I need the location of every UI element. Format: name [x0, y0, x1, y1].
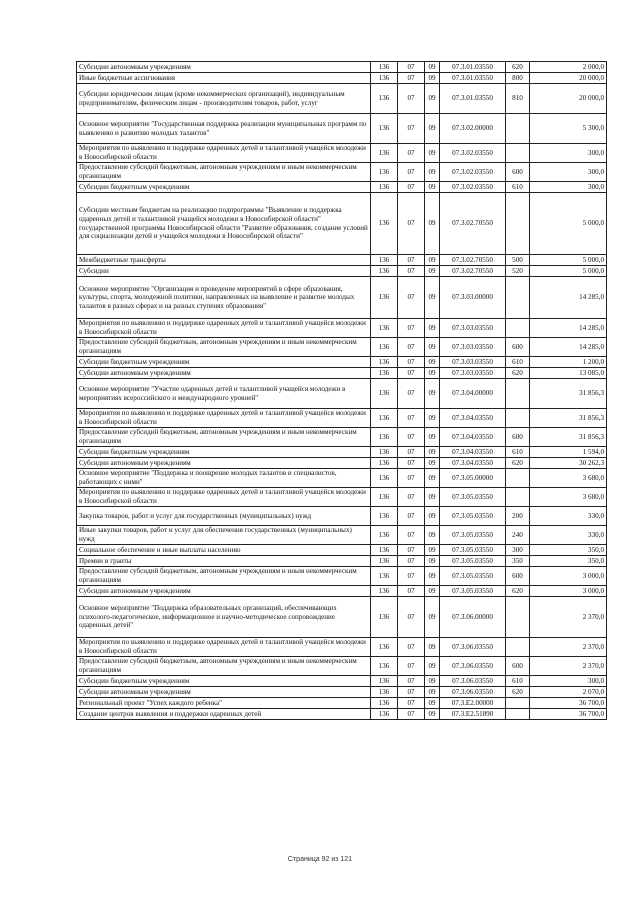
row-sum: 300,0 — [530, 144, 607, 163]
row-name: Предоставление субсидий бюджетным, автономным учреждениям и иным некоммерческим организациям — [77, 567, 371, 586]
row-csr: 07.3.E2.00000 — [440, 698, 506, 709]
row-sum: 330,0 — [530, 507, 607, 526]
row-rz: 07 — [398, 277, 425, 319]
row-pr: 09 — [425, 698, 440, 709]
row-sum: 2 070,0 — [530, 687, 607, 698]
row-pr: 09 — [425, 62, 440, 73]
row-pr: 09 — [425, 507, 440, 526]
row-name: Субсидии местным бюджетам на реализацию подпрограммы "Выявление и поддержка одаренных детей и талантливой учащейся молодежи в Новосибирской области" государственной программы Новосибирской области "Развитие образования, создание условий для социализации детей и учащейся молодежи в Новосибирской области" — [77, 193, 371, 255]
row-pr: 09 — [425, 709, 440, 720]
table-row — [77, 447, 607, 458]
row-pr: 09 — [425, 556, 440, 567]
row-rz: 07 — [398, 357, 425, 368]
row-name: Субсидии автономным учреждениям — [77, 458, 371, 469]
row-vr — [506, 144, 530, 163]
row-rz: 07 — [398, 319, 425, 338]
row-rz: 07 — [398, 597, 425, 638]
row-sum: 30 262,3 — [530, 458, 607, 469]
row-csr: 07.3.E2.51890 — [440, 709, 506, 720]
row-name: Мероприятия по выявлению и поддержке одаренных детей и талантливой учащейся молодежи в Новосибирской области — [77, 638, 371, 657]
row-csr: 07.3.02.70550 — [440, 255, 506, 266]
row-name: Предоставление субсидий бюджетным, автономным учреждениям и иным некоммерческим организациям — [77, 657, 371, 676]
row-name: Основное мероприятие "Организация и проведение мероприятий в сфере образования, культуры, спорта, молодежной политики, направленных на выявление и развитие молодых талантов в разных сферах и на разных ступенях образования" — [77, 277, 371, 319]
table-row — [77, 319, 607, 338]
row-ved: 136 — [371, 687, 398, 698]
row-rz: 07 — [398, 379, 425, 409]
row-sum: 2 370,0 — [530, 597, 607, 638]
row-ved: 136 — [371, 488, 398, 507]
row-sum: 330,0 — [530, 526, 607, 545]
row-csr: 07.3.01.03550 — [440, 62, 506, 73]
row-sum: 2 000,0 — [530, 62, 607, 73]
row-name: Субсидии бюджетным учреждениям — [77, 447, 371, 458]
table-row — [77, 488, 607, 507]
row-name: Предоставление субсидий бюджетным, автономным учреждениям и иным некоммерческим организациям — [77, 163, 371, 182]
row-pr: 09 — [425, 338, 440, 357]
row-csr: 07.3.04.03550 — [440, 409, 506, 428]
row-ved: 136 — [371, 428, 398, 447]
row-vr — [506, 379, 530, 409]
table-row — [77, 277, 607, 319]
row-sum: 31 856,3 — [530, 379, 607, 409]
row-vr: 200 — [506, 507, 530, 526]
row-vr — [506, 638, 530, 657]
row-vr — [506, 277, 530, 319]
row-vr: 610 — [506, 357, 530, 368]
row-vr — [506, 698, 530, 709]
row-ved: 136 — [371, 73, 398, 84]
row-vr: 610 — [506, 676, 530, 687]
row-csr: 07.3.06.00000 — [440, 597, 506, 638]
row-name: Предоставление субсидий бюджетным, автономным учреждениям и иным некоммерческим организациям — [77, 428, 371, 447]
row-sum: 20 000,0 — [530, 84, 607, 114]
row-name: Основное мероприятие "Поддержка и поощрение молодых талантов и специалистов, работающих с ними" — [77, 469, 371, 488]
row-name: Создание центров выявления и поддержки одаренных детей — [77, 709, 371, 720]
row-name: Субсидии юридическим лицам (кроме некоммерческих организаций), индивидуальным предпринимателям, физическим лицам - производителям товаров, работ, услуг — [77, 84, 371, 114]
row-sum: 350,0 — [530, 545, 607, 556]
row-rz: 07 — [398, 266, 425, 277]
row-ved: 136 — [371, 338, 398, 357]
row-name: Субсидии бюджетным учреждениям — [77, 676, 371, 687]
row-rz: 07 — [398, 447, 425, 458]
row-rz: 07 — [398, 62, 425, 73]
row-rz: 07 — [398, 526, 425, 545]
row-rz: 07 — [398, 687, 425, 698]
row-ved: 136 — [371, 469, 398, 488]
row-csr: 07.3.04.03550 — [440, 458, 506, 469]
table-row — [77, 597, 607, 638]
row-vr: 620 — [506, 458, 530, 469]
row-vr — [506, 114, 530, 144]
row-csr: 07.3.01.03550 — [440, 84, 506, 114]
row-vr — [506, 409, 530, 428]
row-csr: 07.3.06.03550 — [440, 687, 506, 698]
row-rz: 07 — [398, 73, 425, 84]
row-rz: 07 — [398, 84, 425, 114]
table-row — [77, 62, 607, 73]
row-ved: 136 — [371, 357, 398, 368]
row-vr — [506, 597, 530, 638]
row-vr: 600 — [506, 338, 530, 357]
row-rz: 07 — [398, 409, 425, 428]
row-name: Мероприятия по выявлению и поддержке одаренных детей и талантливой учащейся молодежи в Новосибирской области — [77, 409, 371, 428]
table-row — [77, 638, 607, 657]
row-name: Иные бюджетные ассигнования — [77, 73, 371, 84]
row-csr: 07.3.02.03550 — [440, 182, 506, 193]
row-pr: 09 — [425, 368, 440, 379]
row-pr: 09 — [425, 357, 440, 368]
row-vr — [506, 488, 530, 507]
row-csr: 07.3.04.03550 — [440, 428, 506, 447]
table-row — [77, 698, 607, 709]
row-vr — [506, 319, 530, 338]
table-row — [77, 409, 607, 428]
table-row — [77, 507, 607, 526]
row-vr: 240 — [506, 526, 530, 545]
row-name: Субсидии автономным учреждениям — [77, 687, 371, 698]
row-ved: 136 — [371, 638, 398, 657]
row-ved: 136 — [371, 597, 398, 638]
row-sum: 300,0 — [530, 182, 607, 193]
row-pr: 09 — [425, 428, 440, 447]
row-rz: 07 — [398, 458, 425, 469]
row-sum: 13 085,0 — [530, 368, 607, 379]
table-row — [77, 338, 607, 357]
row-csr: 07.3.05.03550 — [440, 507, 506, 526]
row-vr: 620 — [506, 368, 530, 379]
row-rz: 07 — [398, 338, 425, 357]
row-csr: 07.3.03.03550 — [440, 319, 506, 338]
row-pr: 09 — [425, 676, 440, 687]
row-name: Закупка товаров, работ и услуг для государственных (муниципальных) нужд — [77, 507, 371, 526]
row-vr: 800 — [506, 73, 530, 84]
table-row — [77, 144, 607, 163]
row-rz: 07 — [398, 507, 425, 526]
row-csr: 07.3.05.03550 — [440, 556, 506, 567]
row-rz: 07 — [398, 469, 425, 488]
row-ved: 136 — [371, 319, 398, 338]
row-csr: 07.3.05.03550 — [440, 526, 506, 545]
row-pr: 09 — [425, 266, 440, 277]
row-ved: 136 — [371, 447, 398, 458]
row-sum: 14 285,0 — [530, 338, 607, 357]
row-pr: 09 — [425, 567, 440, 586]
table-row — [77, 182, 607, 193]
row-sum: 300,0 — [530, 163, 607, 182]
row-name: Субсидии автономным учреждениям — [77, 586, 371, 597]
row-vr: 600 — [506, 657, 530, 676]
row-pr: 09 — [425, 657, 440, 676]
row-csr: 07.3.02.00000 — [440, 114, 506, 144]
row-sum: 5 000,0 — [530, 255, 607, 266]
row-name: Субсидии бюджетным учреждениям — [77, 357, 371, 368]
row-ved: 136 — [371, 193, 398, 255]
row-vr: 500 — [506, 255, 530, 266]
row-rz: 07 — [398, 255, 425, 266]
row-sum: 1 594,0 — [530, 447, 607, 458]
row-pr: 09 — [425, 255, 440, 266]
row-pr: 09 — [425, 469, 440, 488]
row-name: Мероприятия по выявлению и поддержке одаренных детей и талантливой учащейся молодежи в Новосибирской области — [77, 144, 371, 163]
row-sum: 2 370,0 — [530, 638, 607, 657]
table-body — [77, 62, 607, 720]
row-rz: 07 — [398, 709, 425, 720]
table-row — [77, 526, 607, 545]
row-pr: 09 — [425, 597, 440, 638]
row-ved: 136 — [371, 266, 398, 277]
table-row — [77, 676, 607, 687]
row-sum: 36 700,0 — [530, 698, 607, 709]
row-sum: 5 300,0 — [530, 114, 607, 144]
row-pr: 09 — [425, 163, 440, 182]
row-ved: 136 — [371, 163, 398, 182]
row-vr: 520 — [506, 266, 530, 277]
row-ved: 136 — [371, 586, 398, 597]
row-csr: 07.3.05.03550 — [440, 488, 506, 507]
row-sum: 300,0 — [530, 676, 607, 687]
row-rz: 07 — [398, 114, 425, 144]
table-row — [77, 567, 607, 586]
table-row — [77, 556, 607, 567]
row-vr — [506, 469, 530, 488]
row-ved: 136 — [371, 409, 398, 428]
row-pr: 09 — [425, 447, 440, 458]
row-vr: 620 — [506, 62, 530, 73]
row-csr: 07.3.02.03550 — [440, 144, 506, 163]
page-number: Страница 92 из 121 — [287, 856, 353, 863]
row-vr: 610 — [506, 447, 530, 458]
row-csr: 07.3.02.70550 — [440, 193, 506, 255]
row-sum: 2 370,0 — [530, 657, 607, 676]
row-name: Премии и гранты — [77, 556, 371, 567]
row-vr: 350 — [506, 556, 530, 567]
table-row — [77, 428, 607, 447]
row-pr: 09 — [425, 114, 440, 144]
row-rz: 07 — [398, 545, 425, 556]
row-pr: 09 — [425, 638, 440, 657]
row-pr: 09 — [425, 458, 440, 469]
row-vr: 300 — [506, 545, 530, 556]
row-pr: 09 — [425, 277, 440, 319]
row-ved: 136 — [371, 182, 398, 193]
table-row — [77, 368, 607, 379]
row-pr: 09 — [425, 84, 440, 114]
row-csr: 07.3.06.03550 — [440, 657, 506, 676]
row-vr: 600 — [506, 428, 530, 447]
row-name: Основное мероприятие "Поддержка образовательных организаций, обеспечивающих психолого-педагогическое, информационное и научно-методическое сопровождение одаренных детей" — [77, 597, 371, 638]
row-ved: 136 — [371, 545, 398, 556]
table-row — [77, 545, 607, 556]
row-name: Основное мероприятие "Государственная поддержка реализации муниципальных программ по выявлению и развитию молодых талантов" — [77, 114, 371, 144]
row-rz: 07 — [398, 163, 425, 182]
row-ved: 136 — [371, 507, 398, 526]
table-row — [77, 84, 607, 114]
row-pr: 09 — [425, 73, 440, 84]
row-sum: 3 680,0 — [530, 469, 607, 488]
row-rz: 07 — [398, 556, 425, 567]
row-pr: 09 — [425, 687, 440, 698]
row-csr: 07.3.02.70550 — [440, 266, 506, 277]
row-csr: 07.3.05.00000 — [440, 469, 506, 488]
row-name: Иные закупки товаров, работ и услуг для обеспечения государственных (муниципальных) нужд — [77, 526, 371, 545]
row-rz: 07 — [398, 428, 425, 447]
row-ved: 136 — [371, 114, 398, 144]
row-csr: 07.3.03.03550 — [440, 357, 506, 368]
row-pr: 09 — [425, 182, 440, 193]
row-sum: 3 000,0 — [530, 586, 607, 597]
row-csr: 07.3.04.00000 — [440, 379, 506, 409]
row-sum: 5 000,0 — [530, 193, 607, 255]
row-name: Мероприятия по выявлению и поддержке одаренных детей и талантливой учащейся молодежи в Новосибирской области — [77, 488, 371, 507]
row-name: Субсидии бюджетным учреждениям — [77, 182, 371, 193]
row-rz: 07 — [398, 586, 425, 597]
row-ved: 136 — [371, 698, 398, 709]
row-vr: 810 — [506, 84, 530, 114]
row-ved: 136 — [371, 277, 398, 319]
row-pr: 09 — [425, 379, 440, 409]
row-ved: 136 — [371, 676, 398, 687]
row-vr: 620 — [506, 586, 530, 597]
row-name: Мероприятия по выявлению и поддержке одаренных детей и талантливой учащейся молодежи в Новосибирской области — [77, 319, 371, 338]
row-ved: 136 — [371, 526, 398, 545]
row-name: Основное мероприятие "Участие одаренных детей и талантливой учащейся молодежи в мероприятиях всероссийского и международного уровней" — [77, 379, 371, 409]
row-ved: 136 — [371, 62, 398, 73]
row-rz: 07 — [398, 567, 425, 586]
row-name: Социальное обеспечение и иные выплаты населению — [77, 545, 371, 556]
table-row — [77, 586, 607, 597]
row-pr: 09 — [425, 488, 440, 507]
table-row — [77, 357, 607, 368]
row-sum: 5 000,0 — [530, 266, 607, 277]
table-row — [77, 73, 607, 84]
row-sum: 14 285,0 — [530, 319, 607, 338]
row-rz: 07 — [398, 193, 425, 255]
row-csr: 07.3.03.00000 — [440, 277, 506, 319]
row-vr — [506, 193, 530, 255]
table-row — [77, 709, 607, 720]
table-row — [77, 255, 607, 266]
row-pr: 09 — [425, 193, 440, 255]
row-sum: 3 000,0 — [530, 567, 607, 586]
row-name: Субсидии автономным учреждениям — [77, 62, 371, 73]
row-rz: 07 — [398, 488, 425, 507]
row-csr: 07.3.06.03550 — [440, 638, 506, 657]
table-row — [77, 266, 607, 277]
table-row — [77, 193, 607, 255]
table-row — [77, 163, 607, 182]
row-csr: 07.3.05.03550 — [440, 586, 506, 597]
row-csr: 07.3.03.03550 — [440, 368, 506, 379]
row-pr: 09 — [425, 319, 440, 338]
row-sum: 1 200,0 — [530, 357, 607, 368]
row-csr: 07.3.06.03550 — [440, 676, 506, 687]
row-name: Региональный проект "Успех каждого ребенка" — [77, 698, 371, 709]
row-pr: 09 — [425, 526, 440, 545]
row-csr: 07.3.05.03550 — [440, 545, 506, 556]
row-vr: 600 — [506, 567, 530, 586]
row-ved: 136 — [371, 458, 398, 469]
row-sum: 31 856,3 — [530, 428, 607, 447]
row-ved: 136 — [371, 567, 398, 586]
row-sum: 14 285,0 — [530, 277, 607, 319]
row-ved: 136 — [371, 709, 398, 720]
row-rz: 07 — [398, 676, 425, 687]
row-rz: 07 — [398, 638, 425, 657]
row-sum: 350,0 — [530, 556, 607, 567]
row-vr: 600 — [506, 163, 530, 182]
row-ved: 136 — [371, 657, 398, 676]
row-csr: 07.3.01.03550 — [440, 73, 506, 84]
row-ved: 136 — [371, 255, 398, 266]
table-row — [77, 469, 607, 488]
row-pr: 09 — [425, 586, 440, 597]
row-name: Субсидии автономным учреждениям — [77, 368, 371, 379]
row-rz: 07 — [398, 144, 425, 163]
row-ved: 136 — [371, 368, 398, 379]
table-row — [77, 114, 607, 144]
row-csr: 07.3.05.03550 — [440, 567, 506, 586]
row-rz: 07 — [398, 657, 425, 676]
table-row — [77, 687, 607, 698]
row-sum: 3 680,0 — [530, 488, 607, 507]
row-pr: 09 — [425, 144, 440, 163]
budget-table — [76, 61, 607, 720]
row-pr: 09 — [425, 409, 440, 428]
row-vr: 620 — [506, 687, 530, 698]
row-rz: 07 — [398, 182, 425, 193]
row-csr: 07.3.04.03550 — [440, 447, 506, 458]
table-row — [77, 657, 607, 676]
row-pr: 09 — [425, 545, 440, 556]
row-name: Субсидии — [77, 266, 371, 277]
row-sum: 31 856,3 — [530, 409, 607, 428]
table-row — [77, 379, 607, 409]
row-rz: 07 — [398, 368, 425, 379]
row-csr: 07.3.02.03550 — [440, 163, 506, 182]
row-ved: 136 — [371, 84, 398, 114]
row-name: Предоставление субсидий бюджетным, автономным учреждениям и иным некоммерческим организациям — [77, 338, 371, 357]
row-csr: 07.3.03.03550 — [440, 338, 506, 357]
row-ved: 136 — [371, 379, 398, 409]
row-sum: 20 000,0 — [530, 73, 607, 84]
row-vr — [506, 709, 530, 720]
row-ved: 136 — [371, 144, 398, 163]
row-vr: 610 — [506, 182, 530, 193]
row-name: Межбюджетные трансферты — [77, 255, 371, 266]
row-rz: 07 — [398, 698, 425, 709]
table-row — [77, 458, 607, 469]
row-sum: 36 700,0 — [530, 709, 607, 720]
row-ved: 136 — [371, 556, 398, 567]
